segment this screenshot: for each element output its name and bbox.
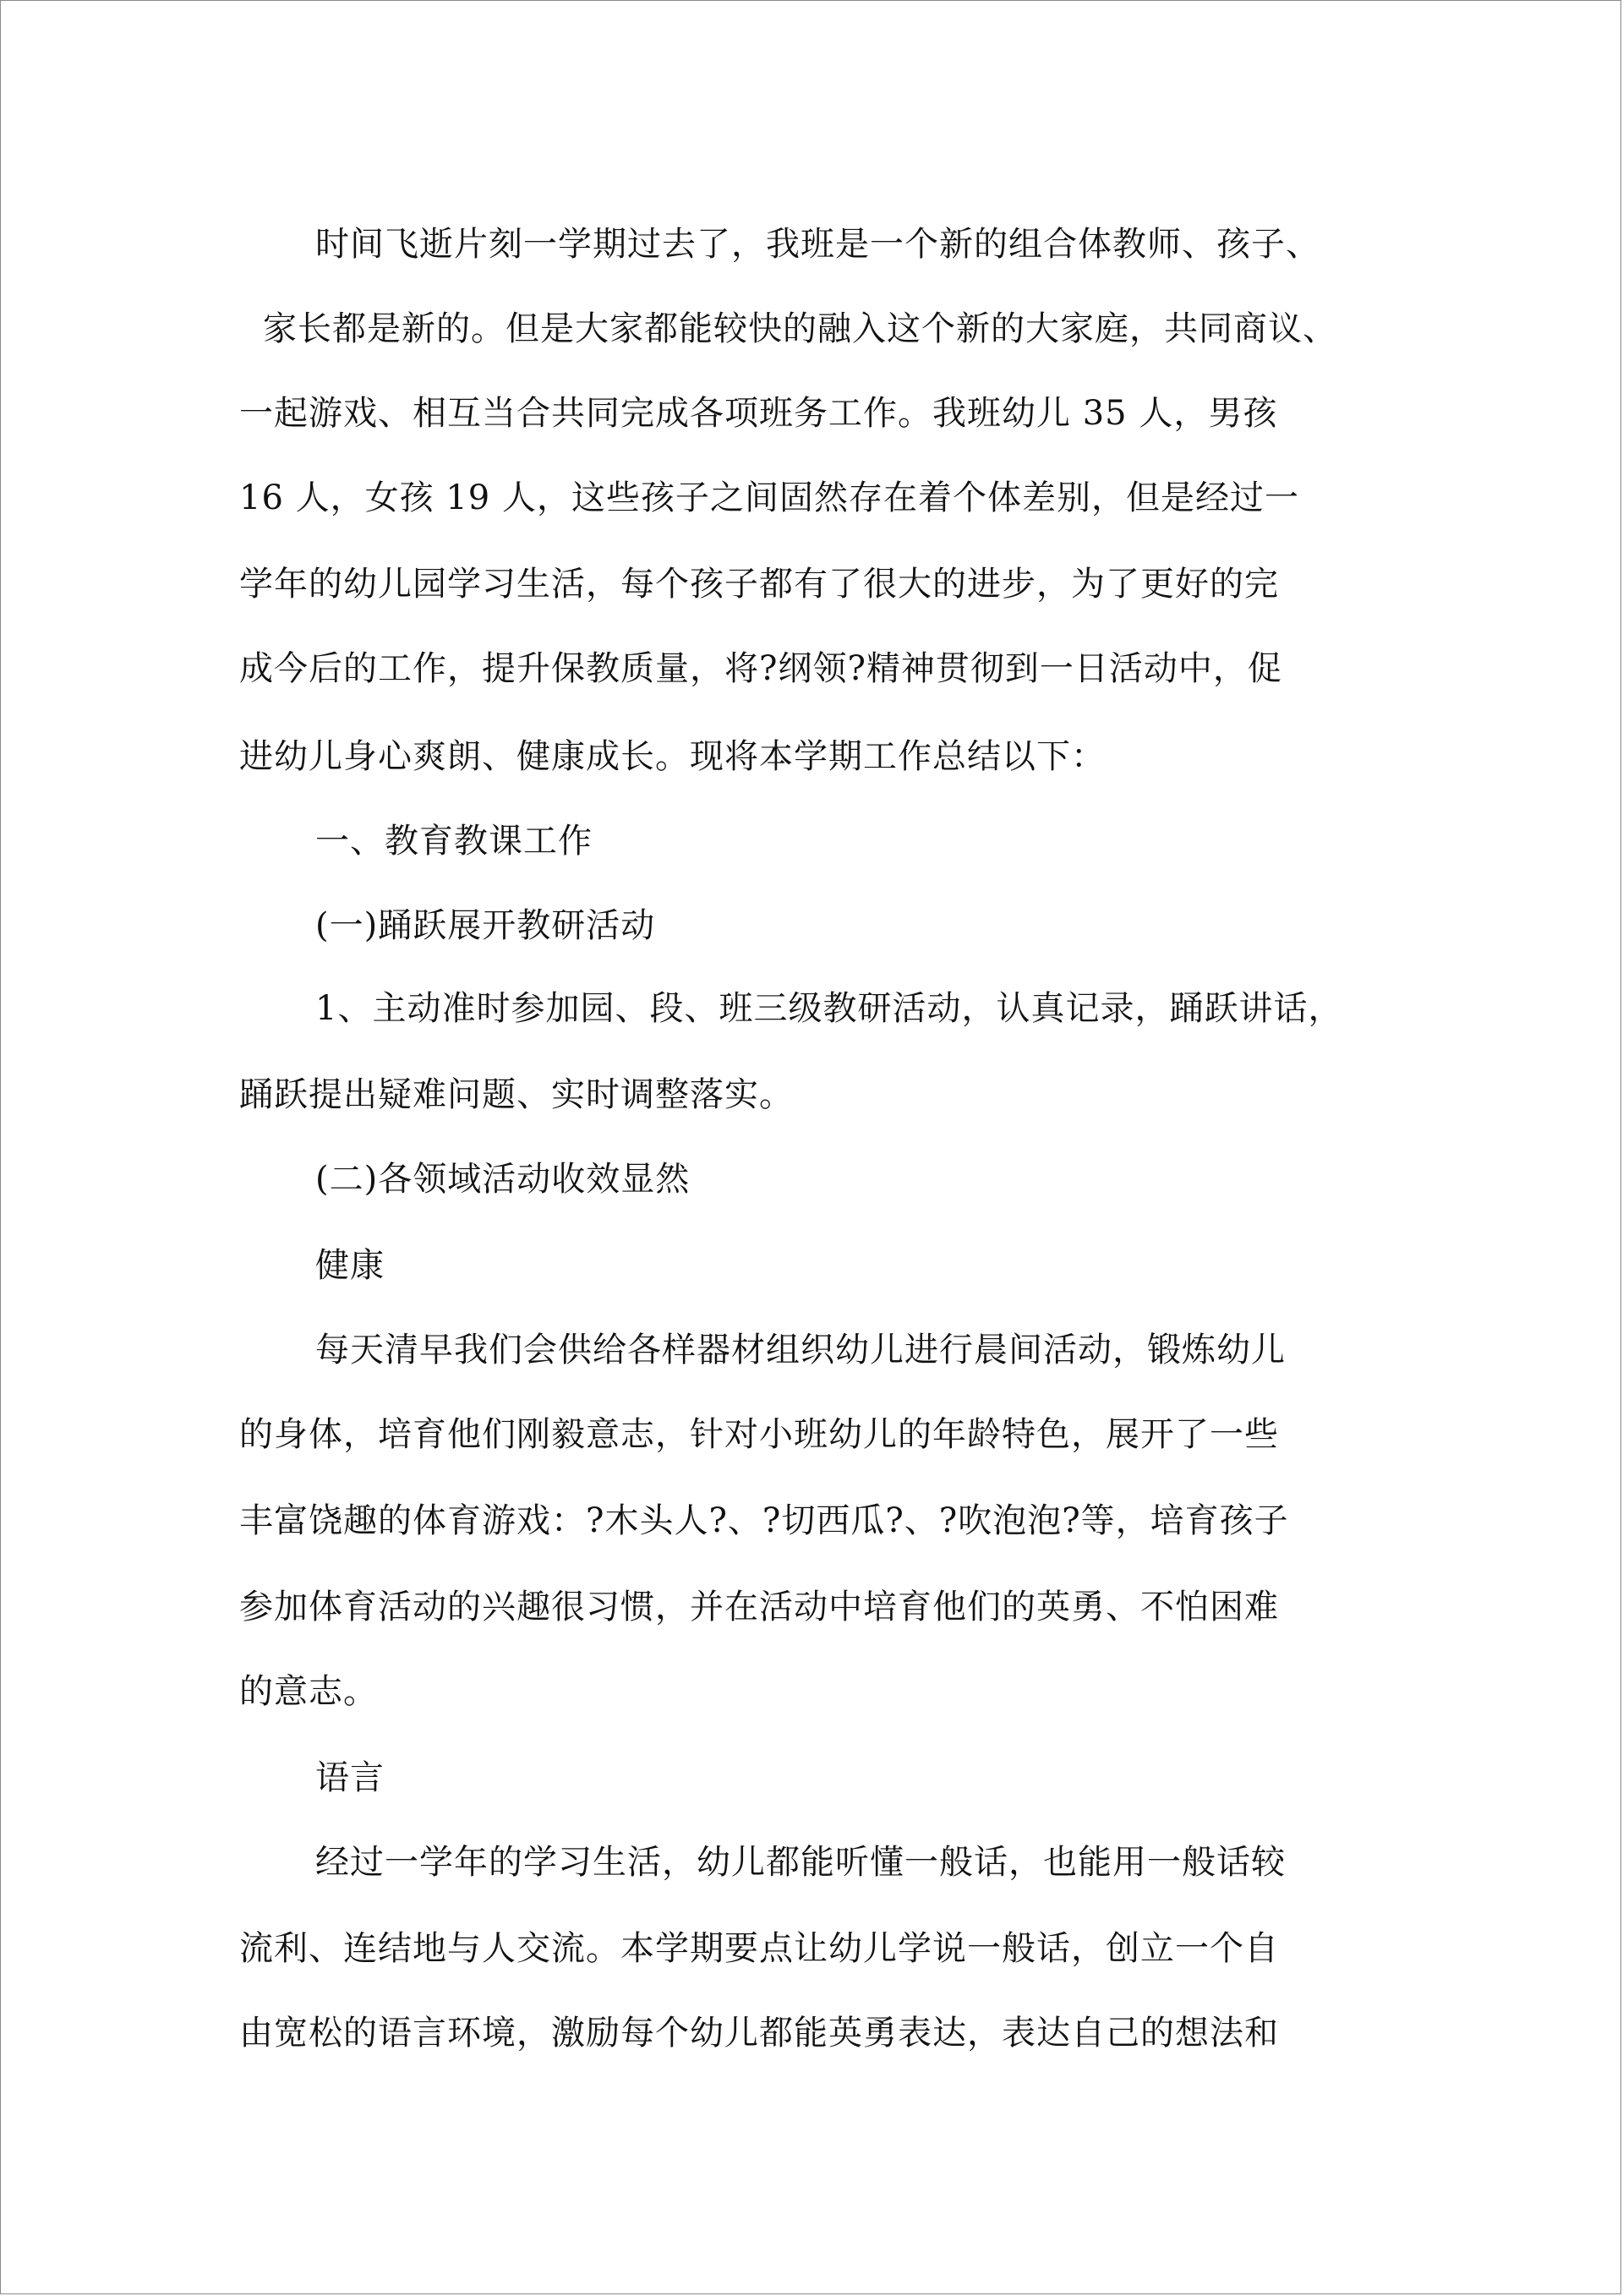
paragraph-line: 参加体育活动的兴趣很习惯，并在活动中培育他们的英勇、不怕困难 [239,1588,1279,1626]
paragraph-line: 流利、连结地与人交流。本学期要点让幼儿学说一般话，创立一个自 [239,1929,1279,1968]
topic-heading: 语言 [315,1758,385,1797]
paragraph-line: 的意志。 [239,1672,378,1711]
paragraph-line: 的身体，培育他们刚毅意志，针对小班幼儿的年龄特色，展开了一些 [239,1415,1279,1454]
paragraph-line: 由宽松的语言环境，激励每个幼儿都能英勇表达，表达自己的想法和 [239,2014,1279,2053]
paragraph-line: 经过一学年的学习生活，幼儿都能听懂一般话，也能用一般话较 [315,1843,1286,1882]
topic-heading: 健康 [315,1246,385,1285]
paragraph-line: 1、主动准时参加园、段、班三级教研活动，认真记录，踊跃讲话， [315,989,1343,1028]
subsection-heading: (二)各领域活动收效显然 [315,1160,691,1199]
paragraph-line: 16 人，女孩 19 人，这些孩子之间固然存在着个体差别，但是经过一 [239,478,1299,517]
paragraph-line: 每天清早我们会供给各样器材组织幼儿进行晨间活动，锻炼幼儿 [315,1331,1286,1369]
paragraph-line: 踊跃提出疑难问题、实时调整落实。 [239,1075,794,1114]
subsection-heading: (一)踊跃展开教研活动 [315,906,656,945]
paragraph-line: 一起游戏、相互当合共同完成各项班务工作。我班幼儿 35 人，男孩 [239,394,1278,433]
paragraph-line: 家长都是新的。但是大家都能较快的融入这个新的大家庭，共同商议、 [263,309,1337,348]
paragraph-line: 学年的幼儿园学习生活，每个孩子都有了很大的进步，为了更好的完 [239,565,1279,604]
paragraph-line: 丰富饶趣的体育游戏：?木头人?、?切西瓜?、?吹泡泡?等，培育孩子 [239,1501,1289,1540]
section-heading: 一、教育教课工作 [315,822,593,861]
paragraph-line: 成今后的工作，提升保教质量，将?纲领?精神贯彻到一日活动中，促 [239,649,1282,688]
paragraph-line: 时间飞逝片刻一学期过去了，我班是一个新的组合体教师、孩子、 [315,225,1320,264]
paragraph-line: 进幼儿身心爽朗、健康成长。现将本学期工作总结以下： [239,737,1106,776]
